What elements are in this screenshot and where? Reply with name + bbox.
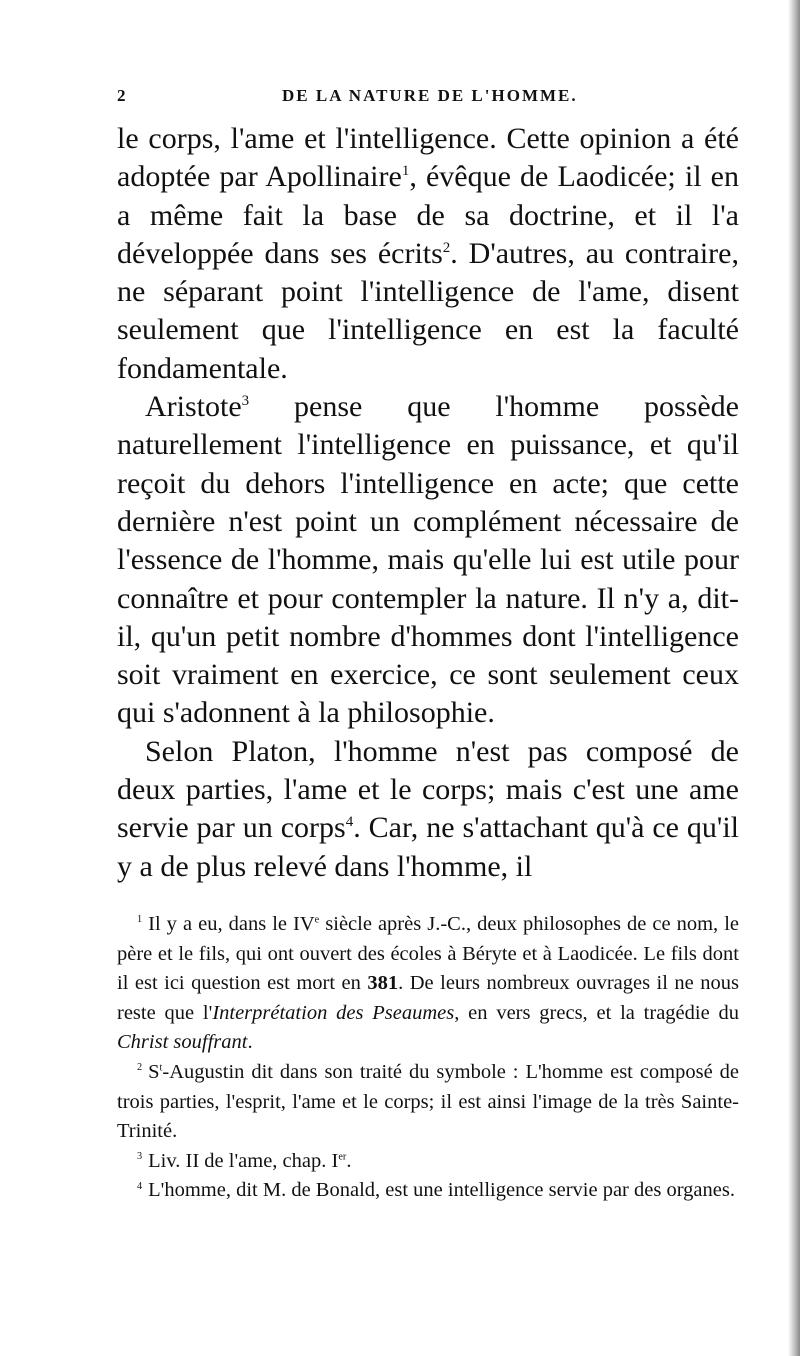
footnote-3-mark: 3 <box>137 1151 143 1163</box>
footnote-1-mark: 1 <box>137 914 143 926</box>
footnote-3-text-a: Liv. <box>148 1149 186 1172</box>
paragraph-3 <box>117 733 739 886</box>
paragraph-3-part-1: Selon Platon, l'homme n'est pas composé de deux parties, l'ame et le corps; mais c'est une ame servie par un corps <box>117 734 739 845</box>
page-header <box>117 86 737 110</box>
footnotes <box>117 910 739 1206</box>
footnote-1-century: IV <box>293 913 315 935</box>
footnote-2-text: -Augustin dit dans son traité du symbole : L'homme est composé de trois parties, l'esprit, l'ame et le corps; il est ainsi l'image de la très Sainte-Trinité. <box>117 1060 739 1143</box>
page-edge-shadow <box>788 0 800 1356</box>
paragraph-3-part-2: . Car, ne s'attachant qu'à ce qu'il y a de plus relevé dans l'homme, il <box>117 811 740 883</box>
paragraph-1-part-2: , évêque de Laodicée; il en a même fait la base de sa doctrine, et il l'a développée dans ses écrits <box>117 160 739 270</box>
paragraph-2 <box>117 388 739 733</box>
footnote-3-chap-sup: er <box>338 1151 347 1163</box>
footnote-3-chap: I <box>331 1149 339 1172</box>
footnote-2 <box>117 1058 739 1147</box>
footnote-1-text-b: siècle après J.-C., deux philosophes de ce nom, le père et le fils, qui ont ouvert des écoles à Béryte et à Laodicée. Le fils dont il est ici question est mort en <box>117 913 739 995</box>
footnote-ref-1: 1 <box>401 163 410 180</box>
footnote-ref-3: 3 <box>241 392 250 409</box>
footnote-1-text-e: . <box>247 1031 253 1054</box>
page-number: 2 <box>117 86 128 105</box>
footnote-1 <box>117 910 739 1058</box>
footnote-4-text: L'homme, dit M. de Bonald, est une intelligence servie par des organes. <box>148 1179 735 1202</box>
footnote-1-text-c: . De leurs nombreux ouvrages il ne nous reste que l' <box>117 972 739 1024</box>
main-text <box>117 120 739 886</box>
paragraph-2-text: pense que l'homme possède naturellement l'intelligence en puissance, et qu'il reçoit du dehors l'intelligence en acte; que cette dernière n'est point un complément nécessaire de l'essence de l'homme, mais qu'elle lui est utile pour connaître et pour contempler la nature. Il n'y a, dit-il, qu'un petit nombre d'hommes dont l'intelligence soit vraiment en exercice, ce sont seulement ceux qui s'adonnent à la philosophie. <box>117 390 739 730</box>
footnote-2-mark: 2 <box>137 1062 143 1074</box>
footnote-3-book: II <box>185 1149 200 1172</box>
footnote-1-work-2: Christ souffrant <box>117 1031 248 1054</box>
footnote-4 <box>117 1176 739 1206</box>
paragraph-1 <box>117 120 739 388</box>
footnote-1-text-a: Il y a eu, dans le <box>148 913 294 935</box>
paragraph-1-part-3: . D'autres, au contraire, ne séparant point l'intelligence de l'ame, disent seulement que l'intelligence en est la faculté fondamentale. <box>117 236 739 385</box>
running-head: DE LA NATURE DE L'HOMME. <box>282 86 578 105</box>
footnote-ref-4: 4 <box>345 814 354 831</box>
paragraph-1-part-1: le corps, l'ame et l'intelligence. Cette opinion a été adoptée par Apollinaire <box>117 122 739 194</box>
footnote-1-text-d: , en vers grecs, et la tragédie du <box>454 1001 740 1024</box>
footnote-2-saint: S <box>148 1060 160 1083</box>
footnote-3 <box>117 1147 739 1177</box>
footnote-3-text-c: . <box>346 1149 352 1172</box>
paragraph-2-lead: Aristote <box>145 390 242 424</box>
footnote-1-work-1: Interprétation des Pseaumes <box>212 1001 455 1024</box>
footnote-ref-2: 2 <box>442 239 451 256</box>
footnote-1-century-sup: e <box>314 914 320 926</box>
footnote-3-text-b: de l'ame, chap. <box>199 1149 332 1172</box>
footnote-2-saint-sup: t <box>159 1062 163 1074</box>
footnote-4-mark: 4 <box>137 1180 143 1192</box>
footnote-1-year: 381 <box>367 972 399 995</box>
